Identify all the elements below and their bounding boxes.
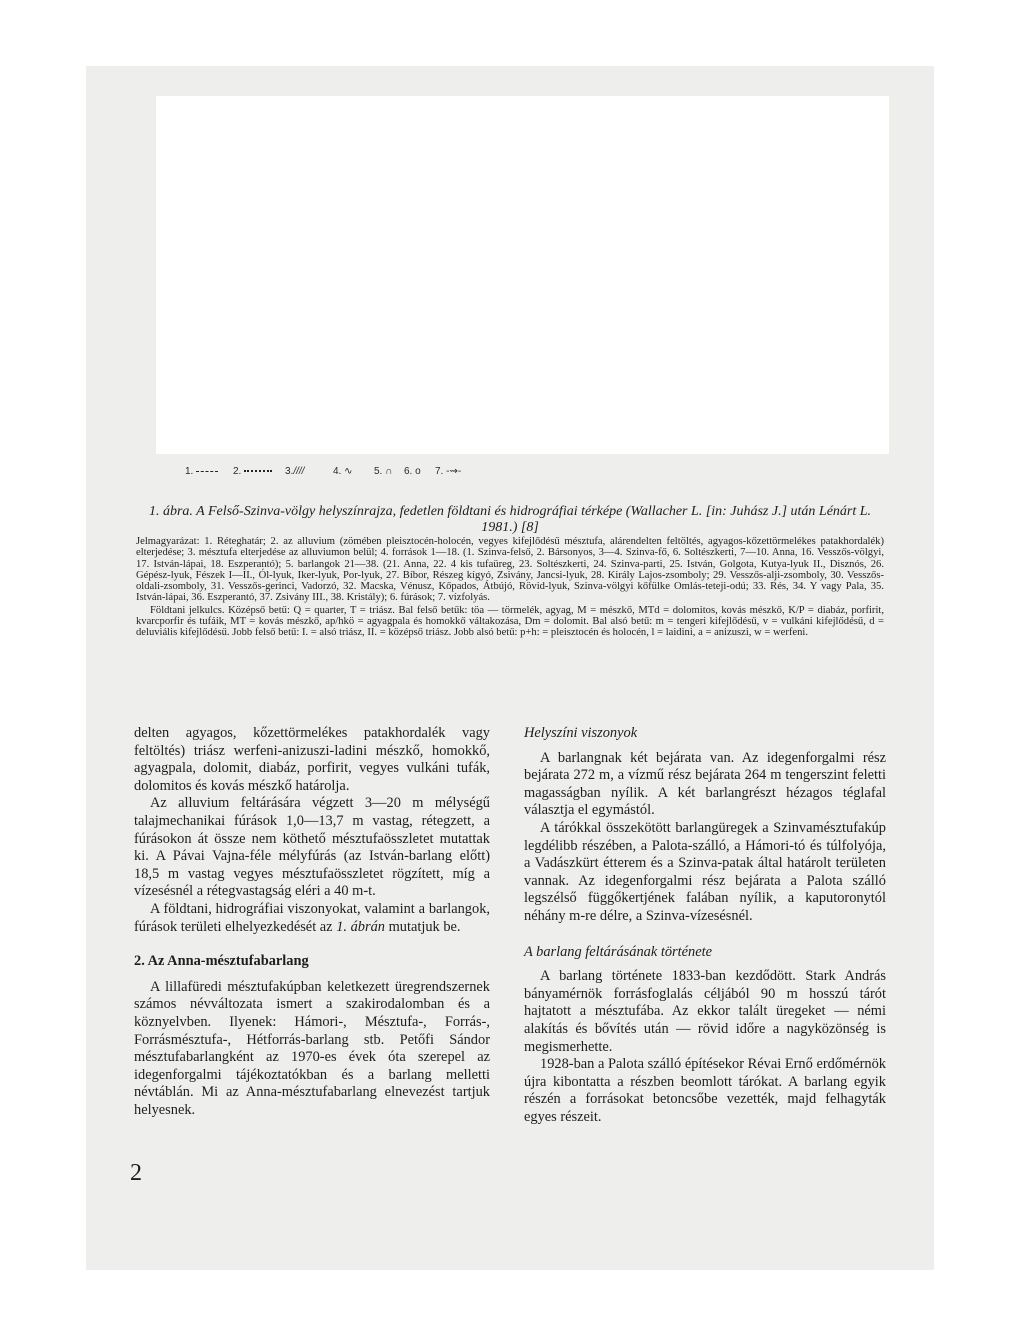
geology-key-text: Földtani jelkulcs. Középső betű: Q = quarter, T = triász. Bal felső betűk: töa — törmelék, agyag, M = mészkő, MTd = dolomitos, kovás mészkő, K/P = diabáz, porfirit, kvarcporfir és tufáik, MT = kovás mészkő, ap/hkö = agyagpala és homokkő váltakozása, Dm = dolomit. Bal alsó betű: m = tengeri kifejlődésű, v = vulkáni kifejlődésű, d = deluviális kifejlődésű. Jobb felső betű: I. = alsó triász, II. = középső triász. Jobb alsó betű: p+h: = pleisztocén és holocén, l = laidini, a = anizuszi, w = werfeni. [136, 604, 884, 639]
hatch-icon: //// [293, 466, 305, 477]
spring-wave-icon: ∿ [344, 466, 353, 477]
body-text: A földtani, hidrográfiai viszonyokat, valamint a barlangok, fúrások területi elhelyezkedését az [134, 900, 490, 935]
legend-number: 3. [285, 466, 294, 477]
map-figure-area [156, 96, 889, 454]
legend-item-5 [374, 466, 392, 477]
legend-number: 2. [233, 466, 242, 477]
body-paragraph: Az alluvium feltárására végzett 3—20 m mélységű talajmechanikai fúrások 1,0—13,7 m vastag, rétegzett, a fúrásokon át össze nem köthető mésztufaösszletet mutattak ki. A Pávai Vajna-féle mélyfúrás (az István-barlang előtt) 18,5 m vastag vegyes mésztufaösszletet rögzített, míg a vízesésnél a rétegvastagság eléri a 40 m-t. [134, 795, 490, 900]
legend-number: 7. [435, 466, 444, 477]
page-number: 2 [130, 1160, 142, 1186]
legend-explanation-label: Jelmagyarázat: [136, 536, 200, 547]
cave-icon: ∩ [385, 466, 393, 477]
body-paragraph [134, 901, 490, 936]
legend-item-6 [404, 466, 421, 477]
legend-item-1 [185, 466, 218, 477]
body-paragraph: A tárókkal összekötött barlangüregek a Szinvamésztufakúp legdélibb részében, a Palota-szálló, a Hámori-tó és túlfolyója, a Vadászkürt étterem és a Szinva-patak által határolt területen vannak. Az idegenforgalmi rész bejárata a Palota szálló legszélső függőkertjének falában nyílik, a kaputoronytól néhány m-re délre, a Szinva-vízesésnél. [524, 819, 886, 924]
legend-number: 4. [333, 466, 342, 477]
legend-number: 6. [404, 466, 413, 477]
legend-explanation [136, 536, 884, 639]
subsection-heading: Helyszíni viszonyok [524, 725, 638, 741]
legend-item-7 [435, 466, 461, 477]
figure-reference: 1. ábrán [336, 918, 385, 935]
legend-explanation-para [136, 536, 884, 604]
body-paragraph: 1928-ban a Palota szálló építésekor Révai Ernő erdőmérnök újra kibontatta a részben beomlott tárókat. A barlang egyik részén a forrásokat betoncsőbe vezették, majd felhagyták egyes részeit. [524, 1056, 886, 1125]
body-text: mutatjuk be. [388, 918, 461, 935]
dashed-line-icon [196, 471, 218, 472]
legend-explanation-text: 1. Réteghatár; 2. az alluvium (zömében pleisztocén-holocén, vegyes kifejlődésű mésztufa, alárendelten feltöltés, agyagos-kőzettörmelékes patakhordalék) elterjedése; 3. mésztufa elterjedése az alluviumon belül; 4. források 1—18. (1. Szinva-felső, 2. Bársonyos, 3—4. Szinva-fő, 6. Soltészkerti, 7—10. Anna, 16. Vesszős-völgyi, 17. István-lápai, 18. Eszperantó); 5. barlangok 21—38. (21. Anna, 22. 4 kis tufaüreg, 23. Soltészkerti, 24. Szinva-parti, 25. István, Golgota, Kutya-lyuk II., Disznós, 26. Gépész-lyuk, Fészek I—II., Ól-lyuk, Iker-lyuk, Por-lyuk, 27. Bíbor, Részeg kígyó, Zsivány, Jancsi-lyuk, 28. Király Lajos-zsomboly; 29. Vesszős-alji-zsomboly, 30. Vesszős-oldali-zsomboly, 31. Vesszős-gerinci, Vadorzó, 32. Macska, Vénusz, Kőpados, Átbújó, Rövid-lyuk, Szinva-völgyi kőfülke Omlás-teteji-odú; 33. Rés, 34. Y vagy Pala, 35. István-lápai, 36. Eszperantó, 37. Zsivány III., 38. Kristály); 6. fúrások; 7. vízfolyás. [136, 536, 884, 604]
dot-dash-line-icon [244, 470, 272, 472]
body-paragraph: A barlangnak két bejárata van. Az idegenforgalmi rész bejárata 272 m, a vízmű rész bejárata 264 m tengerszint feletti magasságban nyílik. A két barlangrészt hézagos téglafal választja el egymástól. [524, 749, 886, 819]
legend-number: 1. [185, 466, 194, 477]
figure-caption [140, 504, 880, 536]
legend-item-3 [285, 466, 304, 477]
legend-item-4 [333, 466, 353, 477]
legend-number: 5. [374, 466, 383, 477]
borehole-circle-icon: o [415, 466, 421, 477]
section-heading: 2. Az Anna-mésztufabarlang [134, 953, 309, 970]
figure-label: 1. ábra. [148, 504, 193, 519]
body-paragraph: A barlang története 1833-ban kezdődött. Stark András bányamérnök forrásfoglalás céljából 90 m hosszú tárót hajtatott a mésztufába. Az ekkor talált üregeket — némi alakítás és bővítés után — rövid időre a nagyközönség is megismerhette. [524, 968, 886, 1055]
body-paragraph: delten agyagos, kőzettörmelékes patakhordalék vagy feltöltés) triász werfeni-anizuszi-ladini mészkő, homokkő, agyagpala, dolomit, diabáz, porfirit, vegyes vulkáni tufák, dolomitos és kovás mészkő határolja. [134, 725, 490, 794]
left-column [134, 725, 490, 1119]
right-column [524, 725, 886, 1126]
figure-legend-symbols [185, 466, 625, 484]
subsection-heading: A barlang feltárásának története [524, 943, 712, 960]
body-paragraph: A lillafüredi mésztufakúpban keletkezett üregrendszernek számos névváltozata ismert a szakirodalomban és a köznyelvben. Ilyenek: Hámori-, Mésztufa-, Forrás-, Forrásmésztufa-, Hétforrás-barlang stb. Petőfi Sándor mésztufabarlangként az 1970-es évek óta szerepel az idegenforgalmi tájékoztatókban és a barlang melletti névtáblán. Mi az Anna-mésztufabarlang elnevezést tartjuk helyesnek. [134, 978, 490, 1118]
legend-item-2 [233, 466, 272, 477]
figure-caption-text: A Felső-Szinva-völgy helyszínrajza, fedetlen földtani és hidrográfiai térképe (Wallacher L. [in: Juhász J.] után Lénárt L. 1981.) [8] [196, 504, 872, 535]
stream-arrow-icon: -⇝- [446, 466, 462, 477]
